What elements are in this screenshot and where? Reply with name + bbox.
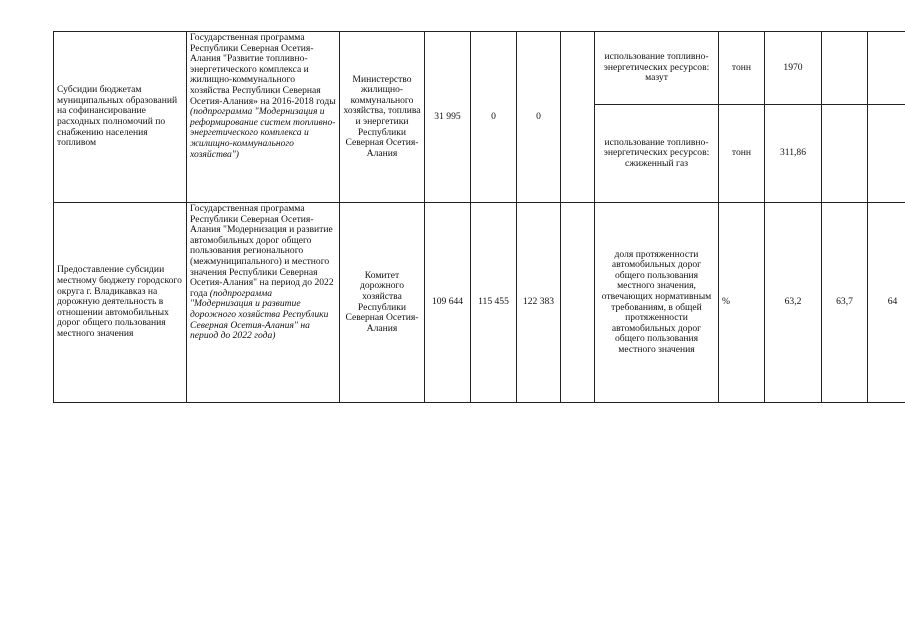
- indicator-name-cell: использование топливно-энергетических ресурсов: мазут: [595, 32, 719, 105]
- indicator-value-cell: [868, 32, 905, 105]
- indicator-value-cell: 63,7: [822, 203, 868, 403]
- agency-cell: Министерство жилищно-коммунального хозяйства, топлива и энергетики Республики Северная Осетия-Алания: [340, 32, 425, 203]
- indicator-value-cell: [822, 105, 868, 203]
- amount-cell: 115 455: [471, 203, 517, 403]
- unit-cell: %: [719, 203, 765, 403]
- amount-cell: 0: [471, 32, 517, 203]
- purpose-cell: Субсидии бюджетам муниципальных образований на софинансирование расходных полномочий по снабжению населения топливом: [54, 32, 187, 203]
- unit-cell: тонн: [719, 32, 765, 105]
- indicator-name-cell: доля протяженности автомобильных дорог общего пользования местного значения, отвечающих нормативным требованиям, в общей протяженности автомобильных дорог общего пользования местного значения: [595, 203, 719, 403]
- agency-cell: Комитет дорожного хозяйства Республики Северная Осетия-Алания: [340, 203, 425, 403]
- empty-cell: [561, 32, 595, 203]
- program-name: Государственная программа Республики Северная Осетия-Алания "Развитие топливно-энергетического комплекса и жилищно-коммунального хозяйства Республики Северная Осетия-Алания» на 2016-2018 годы: [190, 32, 336, 107]
- amount-cell: 0: [517, 32, 561, 203]
- amount-cell: 122 383: [517, 203, 561, 403]
- table-row: [54, 203, 905, 403]
- purpose-cell: Предоставление субсидии местному бюджету городского округа г. Владикавказ на дорожную деятельность в отношении автомобильных дорог общего пользования местного значения: [54, 203, 187, 403]
- unit-cell: тонн: [719, 105, 765, 203]
- subprogram-name: (подпрограмма "Модернизация и реформирование систем топливно-энергетического комплекса и жилищно-коммунального хозяйства"): [190, 106, 336, 160]
- program-cell: [187, 32, 340, 203]
- indicator-value-cell: [868, 105, 905, 203]
- indicator-value-cell: 63,2: [765, 203, 822, 403]
- program-cell: [187, 203, 340, 403]
- amount-cell: 31 995: [425, 32, 471, 203]
- subprogram-name: (подпрограмма "Модернизация и развитие дорожного хозяйства Республики Северная Осетия-Алания" на период до 2022 года): [190, 287, 329, 342]
- table-row: [54, 32, 905, 105]
- indicator-value-cell: 1970: [765, 32, 822, 105]
- indicator-value-cell: 311,86: [765, 105, 822, 203]
- indicator-value-cell: [822, 32, 868, 105]
- indicator-name-cell: использование топливно-энергетических ресурсов: сжиженный газ: [595, 105, 719, 203]
- indicator-value-cell: 64: [868, 203, 905, 403]
- program-name: Государственная программа Республики Северная Осетия-Алания "Модернизация и развитие автомобильных дорог общего пользования регионального (межмуниципального) и местного значения Республики Северная Осетия-Алания" на период до 2022 года: [190, 203, 334, 299]
- empty-cell: [561, 203, 595, 403]
- amount-cell: 109 644: [425, 203, 471, 403]
- subsidies-table: [53, 31, 905, 403]
